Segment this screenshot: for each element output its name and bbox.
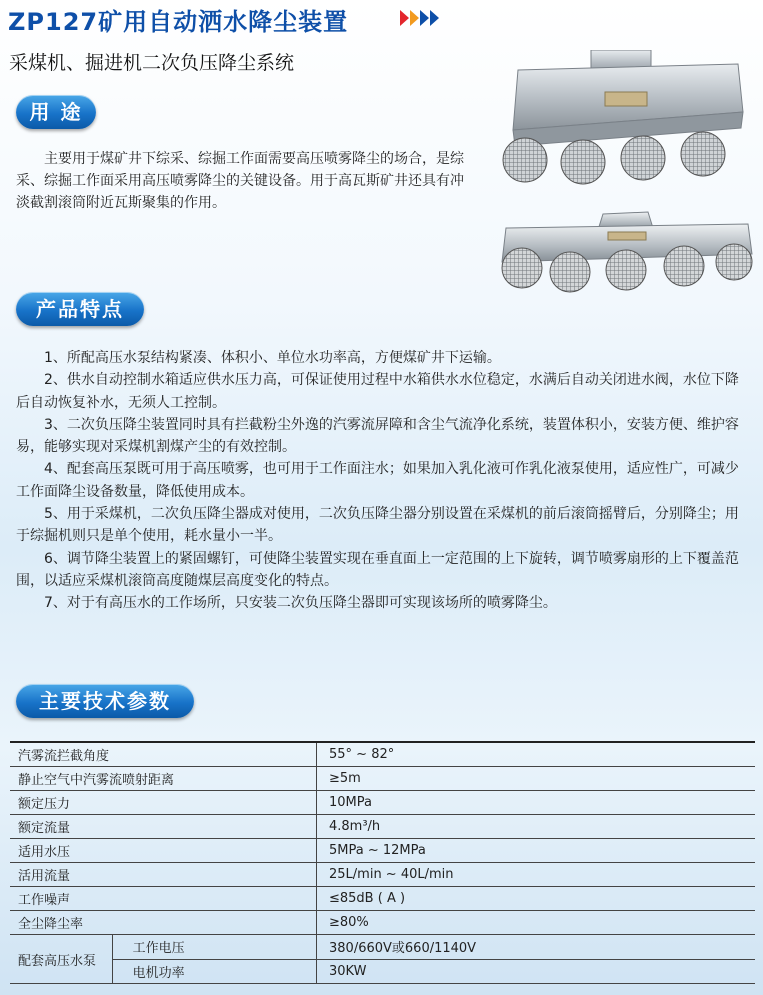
spec-value: ≥5m [317, 767, 756, 791]
spec-name: 额定压力 [10, 791, 317, 815]
spec-name: 额定流量 [10, 815, 317, 839]
feature-item: 4、配套高压泵既可用于高压喷雾，也可用于工作面注水；如果加入乳化液可作乳化液泵使用，适应性广，可减少工作面降尘设备数量，降低使用成本。 [16, 461, 739, 500]
table-row [10, 742, 755, 767]
table-row [10, 815, 755, 839]
spec-value: 380/660V或660/1140V [317, 935, 756, 960]
table-row [10, 959, 755, 984]
page-title: ZP127矿用自动洒水降尘装置 [8, 8, 349, 36]
table-row [10, 911, 755, 935]
spec-name: 电机功率 [112, 959, 316, 984]
spec-value: 55° ~ 82° [317, 742, 756, 767]
features-section-heading: 产品特点 [16, 292, 144, 326]
feature-item: 1、所配高压水泵结构紧凑、体积小、单位水功率高，方便煤矿井下运输。 [44, 350, 501, 366]
spec-value: 10MPa [317, 791, 756, 815]
spec-value: 4.8m³/h [317, 815, 756, 839]
feature-item: 3、二次负压降尘装置同时具有拦截粉尘外逸的汽雾流屏障和含尘气流净化系统，装置体积小，安装方便、维护容易，能够实现对采煤机割煤产尘的有效控制。 [16, 416, 739, 456]
spec-name: 工作电压 [112, 935, 316, 960]
spec-name: 汽雾流拦截角度 [10, 742, 317, 767]
table-row [10, 887, 755, 911]
spec-name: 工作噪声 [10, 887, 317, 911]
chevron-arrows-icon [400, 10, 440, 30]
table-row [10, 839, 755, 863]
spec-value: 5MPa ~ 12MPa [317, 839, 756, 863]
feature-item: 6、调节降尘装置上的紧固螺钉，可使降尘装置实现在垂直面上一定范围的上下旋转，调节喷雾扇形的上下覆盖范围，以适应采煤机滚筒高度随煤层高度变化的特点。 [16, 550, 739, 589]
feature-item: 7、对于有高压水的工作场所，只安装二次负压降尘器即可实现该场所的喷雾降尘。 [44, 595, 557, 612]
specs-table [10, 741, 755, 984]
features-list [16, 347, 751, 615]
spec-value: ≥80% [317, 911, 756, 935]
spec-name: 全尘降尘率 [10, 911, 317, 935]
dust-collector-photo-top [493, 50, 748, 194]
table-row [10, 935, 755, 960]
usage-text: 主要用于煤矿井下综采、综掘工作面需要高压喷雾降尘的场合，是综采、综掘工作面采用高压喷雾降尘的关键设备。用于高瓦斯矿井还具有冲淡截割滚筒附近瓦斯聚集的作用。 [16, 151, 464, 211]
spec-name: 活用流量 [10, 863, 317, 887]
table-row [10, 767, 755, 791]
table-row [10, 863, 755, 887]
table-row [10, 791, 755, 815]
feature-item: 2、供水自动控制水箱适应供水压力高，可保证使用过程中水箱供水水位稳定，水满后自动关闭进水阀，水位下降后自动恢复补水，无须人工控制。 [16, 372, 739, 411]
pump-label: 配套高压水泵 [10, 935, 112, 984]
feature-item: 5、用于采煤机，二次负压降尘器成对使用，二次负压降尘器分别设置在采煤机的前后滚筒摇臂后，分别降尘；用于综掘机则只是单个使用，耗水量小一半。 [16, 506, 739, 545]
dust-collector-photo-bottom [498, 210, 756, 302]
spec-value: ≤85dB ( A ) [317, 887, 756, 911]
specs-section-heading: 主要技术参数 [16, 684, 194, 718]
usage-section-heading: 用 途 [16, 95, 96, 129]
spec-value: 25L/min ~ 40L/min [317, 863, 756, 887]
spec-name: 适用水压 [10, 839, 317, 863]
page-subtitle: 采煤机、掘进机二次负压降尘系统 [9, 52, 295, 74]
spec-name: 静止空气中汽雾流喷射距离 [10, 767, 317, 791]
spec-value: 30KW [317, 959, 756, 984]
